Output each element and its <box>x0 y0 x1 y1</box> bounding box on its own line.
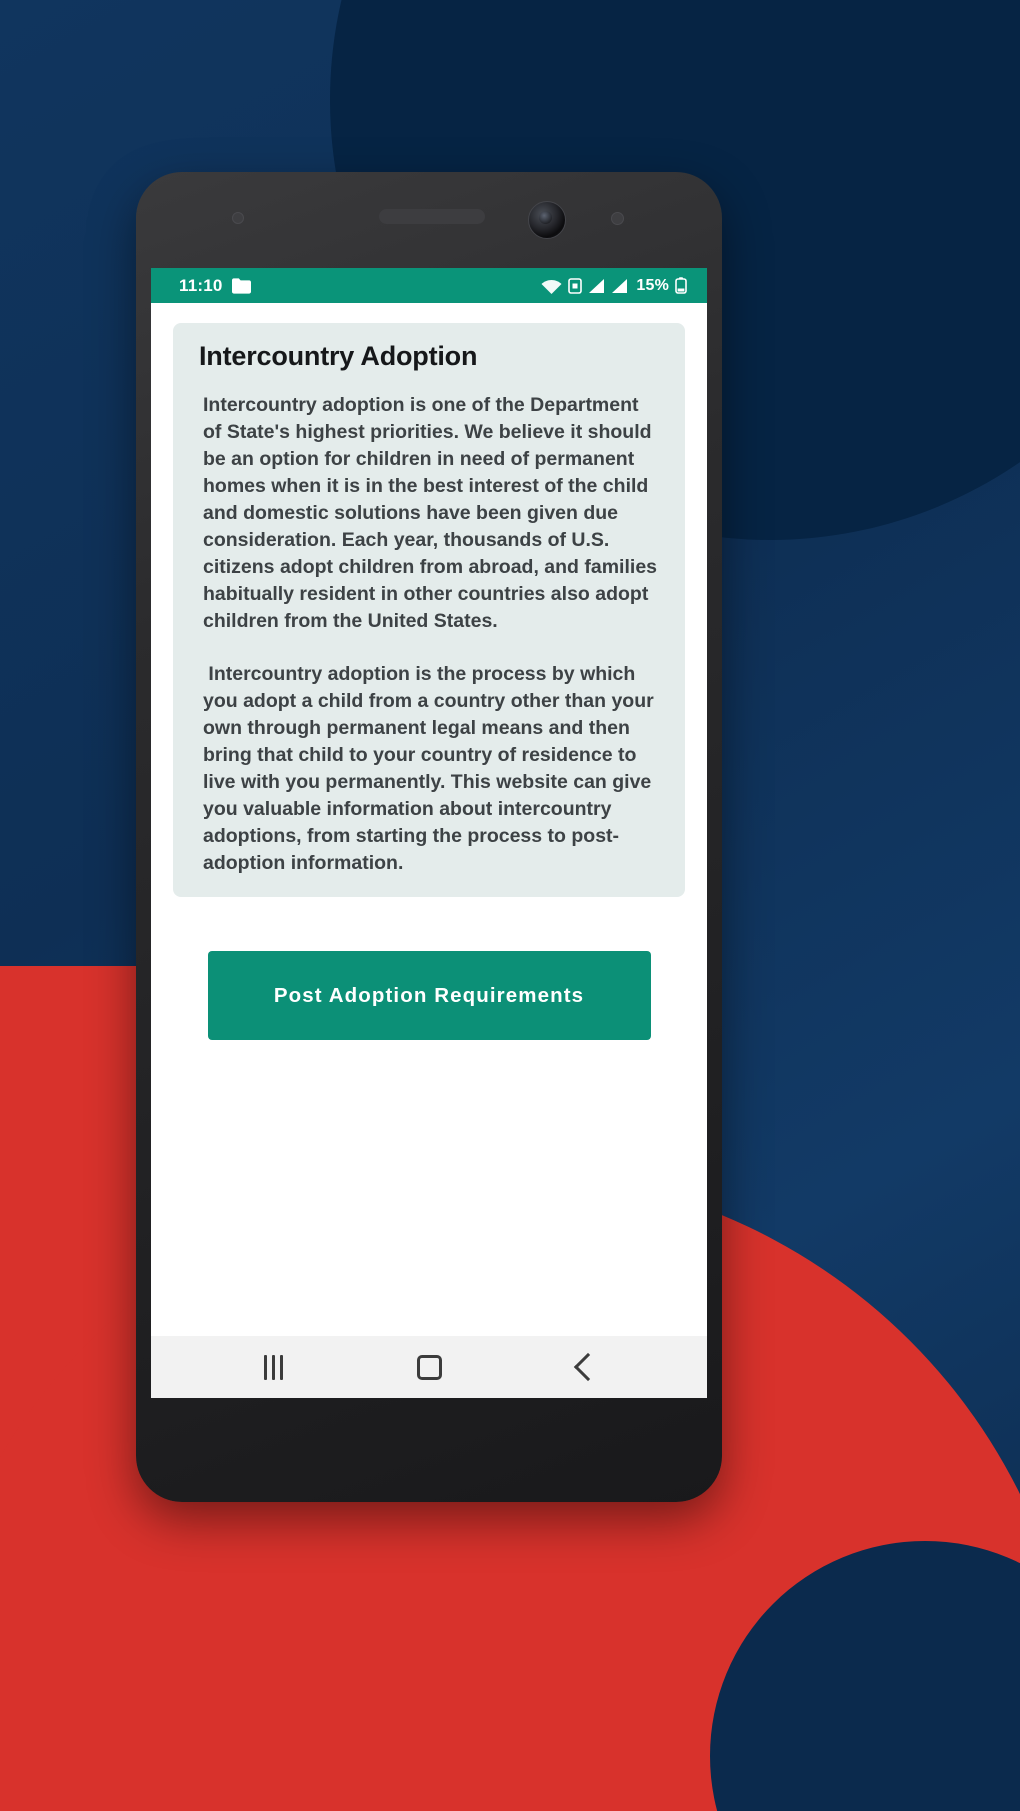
earpiece-speaker <box>379 209 485 224</box>
wifi-icon <box>541 278 562 294</box>
battery-percent-label: 15% <box>636 276 669 294</box>
nav-home-button[interactable] <box>398 1336 460 1398</box>
screen-content <box>151 303 707 1336</box>
info-card <box>173 323 685 897</box>
card-paragraph: Intercountry adoption is one of the Department of State's highest priorities. We believe it should be an option for children in need of permanent homes when it is in the best interest of the child and domestic solutions have been given due consideration. Each year, thousands of U.S. citizens adopt children from abroad, and families habitually resident in other countries also adopt children from the United States. <box>203 394 663 632</box>
nfc-icon <box>568 278 582 294</box>
status-bar-right <box>541 277 687 295</box>
recents-icon <box>264 1355 283 1380</box>
nav-back-button[interactable] <box>554 1336 616 1398</box>
battery-low-icon <box>675 277 687 294</box>
nav-recents-button[interactable] <box>242 1336 304 1398</box>
card-paragraph: Intercountry adoption is the process by which you adopt a child from a country other than your own through permanent legal means and then bring that child to your country of residence to live with you permanently. This website can give you valuable information about intercountry adoptions, from starting the process to post-adoption information. <box>203 663 660 874</box>
signal-bars-icon <box>588 278 605 294</box>
phone-bottom-bezel <box>136 1398 722 1502</box>
android-navigation-bar <box>151 1336 707 1398</box>
proximity-sensor-icon <box>611 212 624 225</box>
signal-bars-icon <box>611 278 628 294</box>
post-adoption-requirements-button[interactable]: Post Adoption Requirements <box>208 951 651 1040</box>
phone-frame <box>136 172 722 1502</box>
page-title: Intercountry Adoption <box>199 341 478 371</box>
folder-icon <box>232 278 251 294</box>
status-bar-clock: 11:10 <box>179 275 223 295</box>
action-area <box>173 951 685 1040</box>
sensor-dot-icon <box>232 212 244 224</box>
home-square-icon <box>417 1355 442 1380</box>
front-camera-icon <box>528 201 566 239</box>
phone-screen <box>151 268 707 1398</box>
back-chevron-icon <box>574 1353 602 1381</box>
phone-top-bezel <box>136 172 722 268</box>
status-bar-left <box>179 276 251 296</box>
status-bar <box>151 268 707 303</box>
